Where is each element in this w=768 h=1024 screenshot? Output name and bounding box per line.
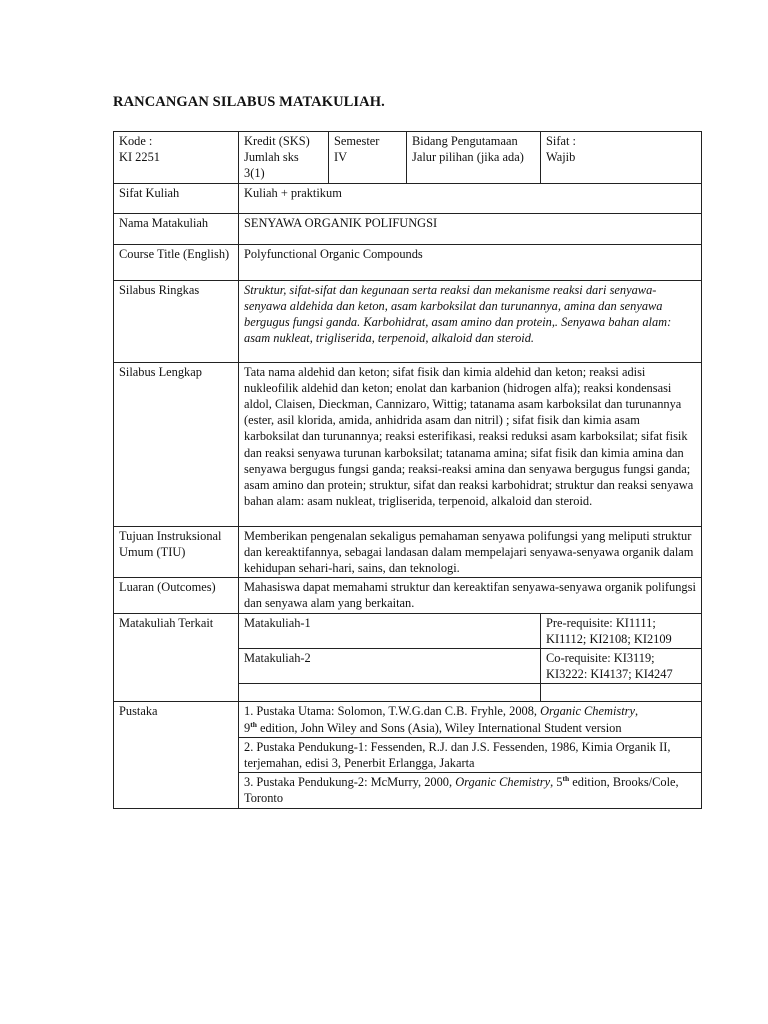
sifat-kuliah-label: Sifat Kuliah <box>114 183 239 213</box>
semester-label: Semester <box>334 134 380 148</box>
jumlah-sks-label: Jumlah sks <box>244 150 299 165</box>
sifat-value: Wajib <box>546 150 576 165</box>
pustaka-1-comma: , <box>634 704 639 719</box>
pustaka-1-before: 1. Pustaka Utama: Solomon, T.W.G.dan C.B. Fryhle, 2008, <box>244 704 541 719</box>
semester-cell <box>329 132 407 184</box>
sifat-kuliah-row <box>114 183 702 213</box>
silabus-ringkas-label: Silabus Ringkas <box>114 280 239 362</box>
matakuliah-terkait-label: Matakuliah Terkait <box>114 613 239 702</box>
matakuliah-terkait-row <box>114 613 702 648</box>
pustaka-1-after: edition, John Wiley and Sons (Asia), Wiley International Student version <box>256 720 622 735</box>
pustaka-3-comma: , <box>550 775 557 790</box>
pustaka-3-after: edition, Brooks/Cole, Toronto <box>244 775 679 806</box>
pustaka-3-edition-suffix: th <box>562 774 570 784</box>
luaran-label: Luaran (Outcomes) <box>114 578 239 613</box>
kredit-cell <box>239 132 329 184</box>
kredit-label: Kredit (SKS) <box>244 134 310 148</box>
tujuan-value: Memberikan pengenalan sekaligus pemahaman senyawa polifungsi yang meliputi struktur dan kereaktifannya, sebagai landasan dalam mempelajari senyawa-senyawa organik dalam kehidupan sehari-hari, sains, dan teknologi. <box>239 526 702 578</box>
silabus-ringkas-value: Struktur, sifat-sifat dan kegunaan serta reaksi dan mekanisme reaksi dari senyawa-senyawa aldehida dan keton, asam karboksilat dan turunannya, amina dan senyawa bergugus fungsi ganda. Karbohidrat, asam amino dan protein,. Senyawa bahan alam: asam nukleat, trigliserida, terpenoid, alkaloid dan steroid. <box>239 280 702 362</box>
silabus-ringkas-row <box>114 280 702 362</box>
nama-matakuliah-label: Nama Matakuliah <box>114 213 239 244</box>
kode-cell <box>114 132 239 184</box>
matakuliah-1-name: Matakuliah-1 <box>239 613 541 648</box>
pustaka-1-title: Organic Chemistry <box>540 704 635 719</box>
nama-matakuliah-value: SENYAWA ORGANIK POLIFUNGSI <box>239 213 702 244</box>
syllabus-table <box>113 131 702 809</box>
pustaka-item-2: 2. Pustaka Pendukung-1: Fessenden, R.J. dan J.S. Fessenden, 1986, Kimia Organik II, terjemahan, edisi 3, Penerbit Erlangga, Jakarta <box>239 737 702 772</box>
matakuliah-1-relation: Pre-requisite: KI1111; KI1112; KI2108; KI2109 <box>541 613 702 648</box>
pustaka-1-edition-suffix: th <box>250 719 257 729</box>
course-title-value: Polyfunctional Organic Compounds <box>239 244 702 280</box>
tujuan-label: Tujuan Instruksional Umum (TIU) <box>114 526 239 578</box>
sifat-label: Sifat : <box>546 134 576 148</box>
document-title: RANCANGAN SILABUS MATAKULIAH. <box>113 94 385 110</box>
silabus-lengkap-label: Silabus Lengkap <box>114 362 239 526</box>
course-title-label: Course Title (English) <box>114 244 239 280</box>
pustaka-label: Pustaka <box>114 702 239 808</box>
kredit-value: 3(1) <box>244 166 265 181</box>
bidang-cell <box>407 132 541 184</box>
matakuliah-2-relation: Co-requisite: KI3119; KI3222: KI4137; KI4247 <box>541 649 702 684</box>
matakuliah-2-name: Matakuliah-2 <box>239 649 541 684</box>
pustaka-item-3 <box>239 773 702 808</box>
semester-value: IV <box>334 150 348 165</box>
sifat-kuliah-value: Kuliah + praktikum <box>239 183 702 213</box>
pustaka-3-before: 3. Pustaka Pendukung-2: McMurry, 2000, <box>244 775 456 790</box>
pustaka-3-edition-number: 5 <box>556 775 563 790</box>
nama-matakuliah-row <box>114 213 702 244</box>
empty-cell <box>239 684 541 702</box>
header-row <box>114 132 702 184</box>
luaran-row <box>114 578 702 613</box>
kode-value: KI 2251 <box>119 150 160 165</box>
tujuan-row <box>114 526 702 578</box>
pustaka-row <box>114 702 702 737</box>
course-title-row <box>114 244 702 280</box>
bidang-value: Jalur pilihan (jika ada) <box>412 150 524 165</box>
silabus-lengkap-value: Tata nama aldehid dan keton; sifat fisik dan kimia aldehid dan keton; reaksi adisi nukleofilik aldehid dan keton; enolat dan karbanion (hidrogen alfa); reaksi kondensasi aldol, Claisen, Dieckman, Cannizaro, Wittig; tatanama asam karboksilat dan turunannya (ester, asil klorida, amida, anhidrida asam dan nitril) ; sifat fisik dan kimia asam karboksilat dan turunannya; reaksi esterifikasi, reaksi reduksi asam karboksilat; sifat fisik dan reaksi senyawa turunan karboksilat; tatanama amina; sifat fisik dan kimia amina dan senyawa bergugus fungsi ganda; reaksi-reaksi amina dan senyawa bergugus fungsi ganda; asam amino dan protein; struktur, sifat dan reaksi karbohidrat; struktur dan reaksi senyawa bahan alam: asam nukleat, trigliserida, terpenoid, alkaloid dan steroid. <box>239 362 702 526</box>
pustaka-3-title: Organic Chemistry <box>455 775 551 790</box>
pustaka-item-1 <box>239 702 702 737</box>
empty-cell <box>541 684 702 702</box>
sifat-cell <box>541 132 702 184</box>
bidang-label: Bidang Pengutamaan <box>412 134 518 148</box>
silabus-lengkap-row <box>114 362 702 526</box>
kode-label: Kode : <box>119 134 153 148</box>
pustaka-1-edition-number: 9 <box>244 720 251 735</box>
luaran-value: Mahasiswa dapat memahami struktur dan kereaktifan senyawa-senyawa organik polifungsi dan senyawa alam yang berkaitan. <box>239 578 702 613</box>
